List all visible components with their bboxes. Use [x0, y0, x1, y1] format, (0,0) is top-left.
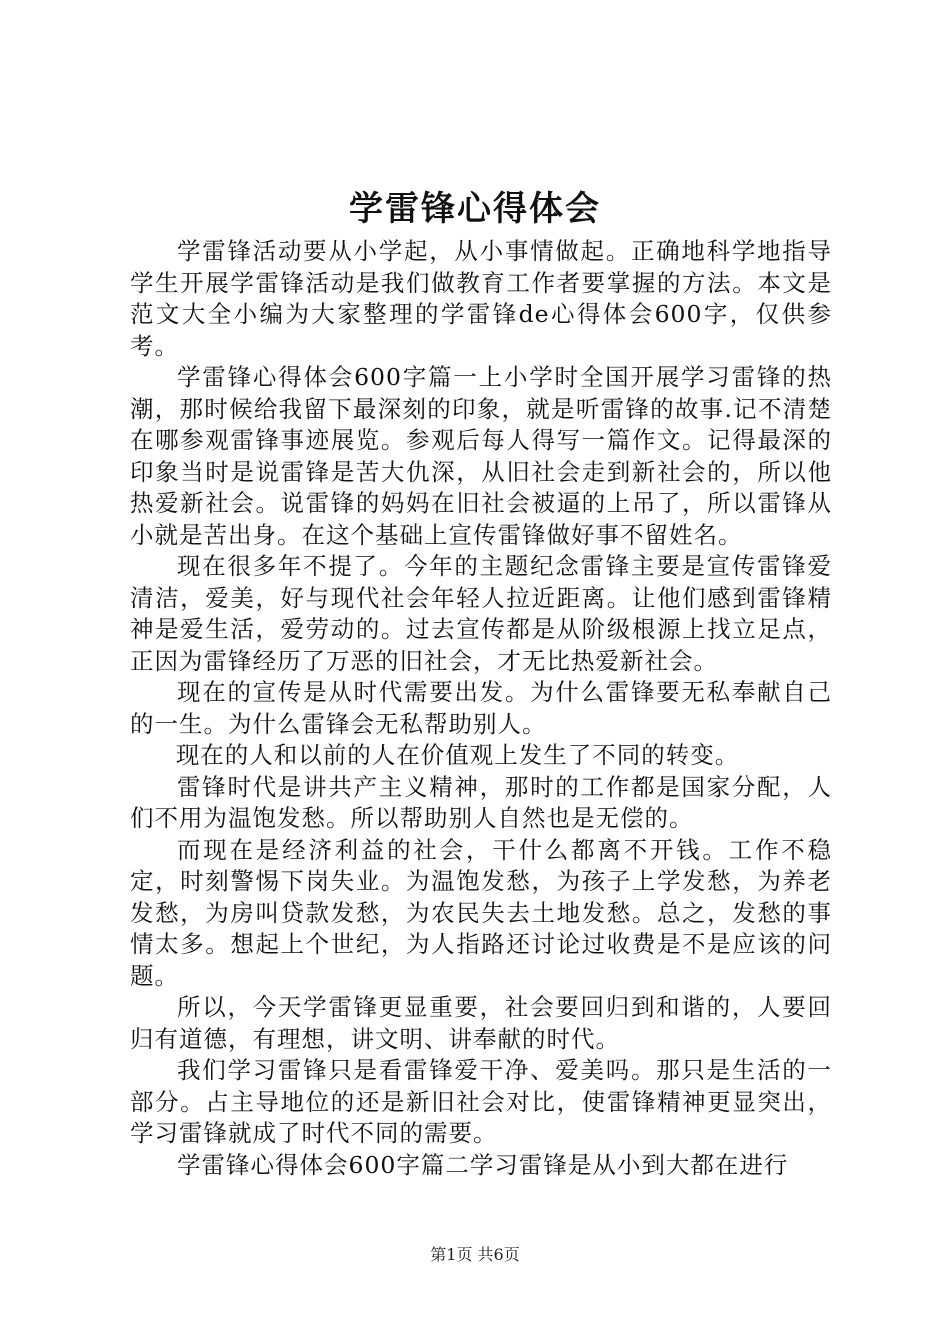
paragraph: 学雷锋活动要从小学起，从小事情做起。正确地科学地指导学生开展学雷锋活动是我们做教育工作者要掌握的方法。本文是范文大全小编为大家整理的学雷锋de心得体会600字，仅供参考。	[130, 237, 832, 360]
paragraph: 我们学习雷锋只是看雷锋爱干净、爱美吗。那只是生活的一部分。占主导地位的还是新旧社会对比，使雷锋精神更显突出，学习雷锋就成了时代不同的需要。	[130, 1056, 832, 1147]
document-title: 学雷锋心得体会	[349, 189, 601, 229]
paragraph: 现在的宣传是从时代需要出发。为什么雷锋要无私奉献自己的一生。为什么雷锋会无私帮助别人。	[130, 678, 832, 738]
document-body	[130, 236, 832, 1181]
paragraph: 现在的人和以前的人在价值观上发生了不同的转变。	[175, 741, 740, 769]
page-number-footer: 第1页 共6页	[430, 1245, 520, 1264]
paragraph: 而现在是经济利益的社会，干什么都离不开钱。工作不稳定，时刻警惕下岗失业。为温饱发愁，为孩子上学发愁，为养老发愁，为房叫贷款发愁，为农民失去土地发愁。总之，发愁的事情太多。想起上个世纪，为人指路还讨论过收费是不是应该的问题。	[130, 835, 832, 990]
paragraph: 所以，今天学雷锋更显重要，社会要回归到和谐的，人要回归有道德，有理想，讲文明、讲奉献的时代。	[130, 993, 832, 1053]
paragraph: 现在很多年不提了。今年的主题纪念雷锋主要是宣传雷锋爱清洁，爱美，好与现代社会年轻人拉近距离。让他们感到雷锋精神是爱生活，爱劳动的。过去宣传都是从阶级根源上找立足点，正因为雷锋经历了万恶的旧社会，才无比热爱新社会。	[130, 552, 832, 675]
paragraph: 学雷锋心得体会600字篇二学习雷锋是从小到大都在进行	[177, 1150, 789, 1179]
paragraph: 雷锋时代是讲共产主义精神，那时的工作都是国家分配，人们不用为温饱发愁。所以帮助别人自然也是无偿的。	[130, 772, 832, 832]
paragraph: 学雷锋心得体会600字篇一上小学时全国开展学习雷锋的热潮，那时候给我留下最深刻的印象，就是听雷锋的故事.记不清楚在哪参观雷锋事迹展览。参观后每人得写一篇作文。记得最深的印象当时是说雷锋是苦大仇深，从旧社会走到新社会的，所以他热爱新社会。说雷锋的妈妈在旧社会被逼的上吊了，所以雷锋从小就是苦出身。在这个基础上宣传雷锋做好事不留姓名。	[130, 363, 832, 549]
